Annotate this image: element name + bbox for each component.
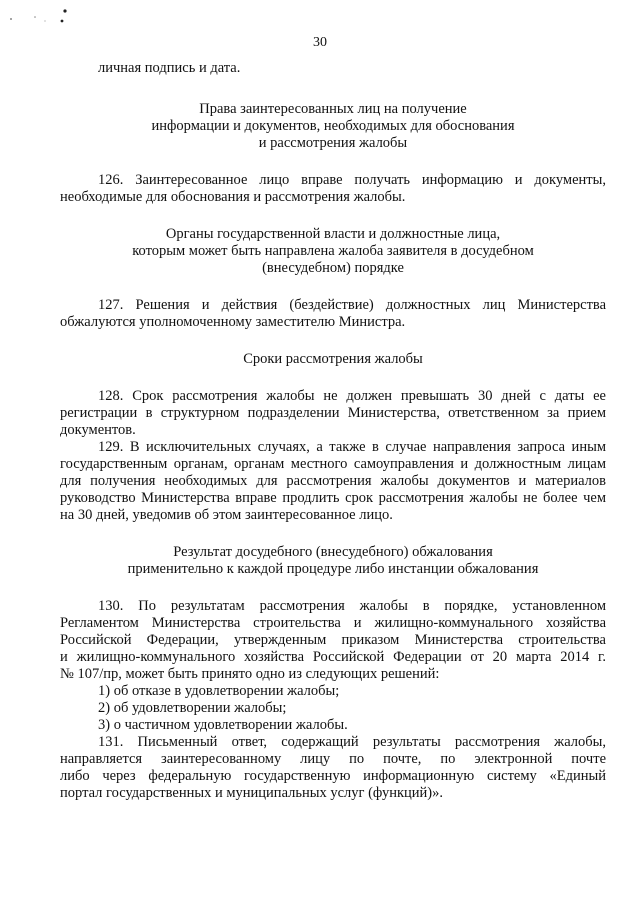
paragraph-line: 126. Заинтересованное лицо вправе получать информацию и документы, xyxy=(98,172,606,188)
document-body xyxy=(60,60,606,802)
paragraph-line: для получения необходимых для рассмотрения жалобы документов и материалов xyxy=(60,473,606,489)
heading-terms xyxy=(60,351,606,368)
paragraph-line: государственным органам, органам местного самоуправления и должностным лицам xyxy=(60,456,606,472)
list-item: 3) о частичном удовлетворении жалобы. xyxy=(98,717,348,733)
scan-specks xyxy=(5,6,75,26)
paragraph-line: 131. Письменный ответ, содержащий результаты рассмотрения жалобы, xyxy=(98,734,606,750)
heading-line: информации и документов, необходимых для обоснования xyxy=(151,118,515,134)
heading-line: и рассмотрения жалобы xyxy=(258,135,408,151)
paragraph-line: Российской Федерации, утвержденным приказом Министерства строительства xyxy=(60,632,606,648)
heading-line: которым может быть направлена жалоба заявителя в досудебном xyxy=(132,243,534,259)
paragraph-line: 130. По результатам рассмотрения жалобы в порядке, установленном xyxy=(98,598,606,614)
heading-line: (внесудебном) порядке xyxy=(262,260,404,276)
intro-line: личная подпись и дата. xyxy=(98,60,241,76)
heading-line: Органы государственной власти и должностные лица, xyxy=(165,226,501,242)
decision-list xyxy=(60,683,606,734)
paragraph-line: обжалуются уполномоченному заместителю Министра. xyxy=(60,314,406,330)
list-item: 2) об удовлетворении жалобы; xyxy=(98,700,287,716)
paragraph-line: на 30 дней, уведомив об этом заинтересованное лицо. xyxy=(60,507,393,523)
paragraph-127 xyxy=(60,297,606,331)
heading-line: Сроки рассмотрения жалобы xyxy=(243,351,423,367)
paragraph-line: либо через федеральную государственную информационную систему «Единый xyxy=(60,768,606,784)
paragraph-line: 128. Срок рассмотрения жалобы не должен превышать 30 дней с даты ее xyxy=(98,388,606,404)
paragraph-131 xyxy=(60,734,606,802)
paragraph-line: регистрации в структурном подразделении Министерства, ответственном за прием xyxy=(60,405,606,421)
paragraph-line: документов. xyxy=(60,422,136,438)
heading-rights xyxy=(60,101,606,152)
heading-authorities xyxy=(60,226,606,277)
heading-line: Права заинтересованных лиц на получение xyxy=(199,101,467,117)
paragraph-128 xyxy=(60,388,606,439)
list-item: 1) об отказе в удовлетворении жалобы; xyxy=(98,683,340,699)
paragraph-line: 127. Решения и действия (бездействие) должностных лиц Министерства xyxy=(98,297,606,313)
paragraph-line: № 107/пр, может быть принято одно из следующих решений: xyxy=(60,666,440,682)
page-number: 30 xyxy=(313,35,327,50)
paragraph-line: руководство Министерства вправе продлить срок рассмотрения жалобы не более чем xyxy=(60,490,606,506)
paragraph-130 xyxy=(60,598,606,683)
heading-line: Результат досудебного (внесудебного) обжалования xyxy=(173,544,493,560)
paragraph-line: 129. В исключительных случаях, а также в случае направления запроса иным xyxy=(98,439,606,455)
heading-result xyxy=(60,544,606,578)
heading-line: применительно к каждой процедуре либо инстанции обжалования xyxy=(127,561,539,577)
paragraph-line: направляется заинтересованному лицу по почте, по электронной почте xyxy=(60,751,606,767)
paragraph-126 xyxy=(60,172,606,206)
paragraph-line: и жилищно-коммунального хозяйства Российской Федерации от 20 марта 2014 г. xyxy=(60,649,606,665)
paragraph-line: необходимые для обоснования и рассмотрения жалобы. xyxy=(60,189,406,205)
paragraph-line: портал государственных и муниципальных услуг (функций)». xyxy=(60,785,443,801)
paragraph-line: Регламентом Министерства строительства и жилищно-коммунального хозяйства xyxy=(60,615,606,631)
paragraph-129 xyxy=(60,439,606,524)
